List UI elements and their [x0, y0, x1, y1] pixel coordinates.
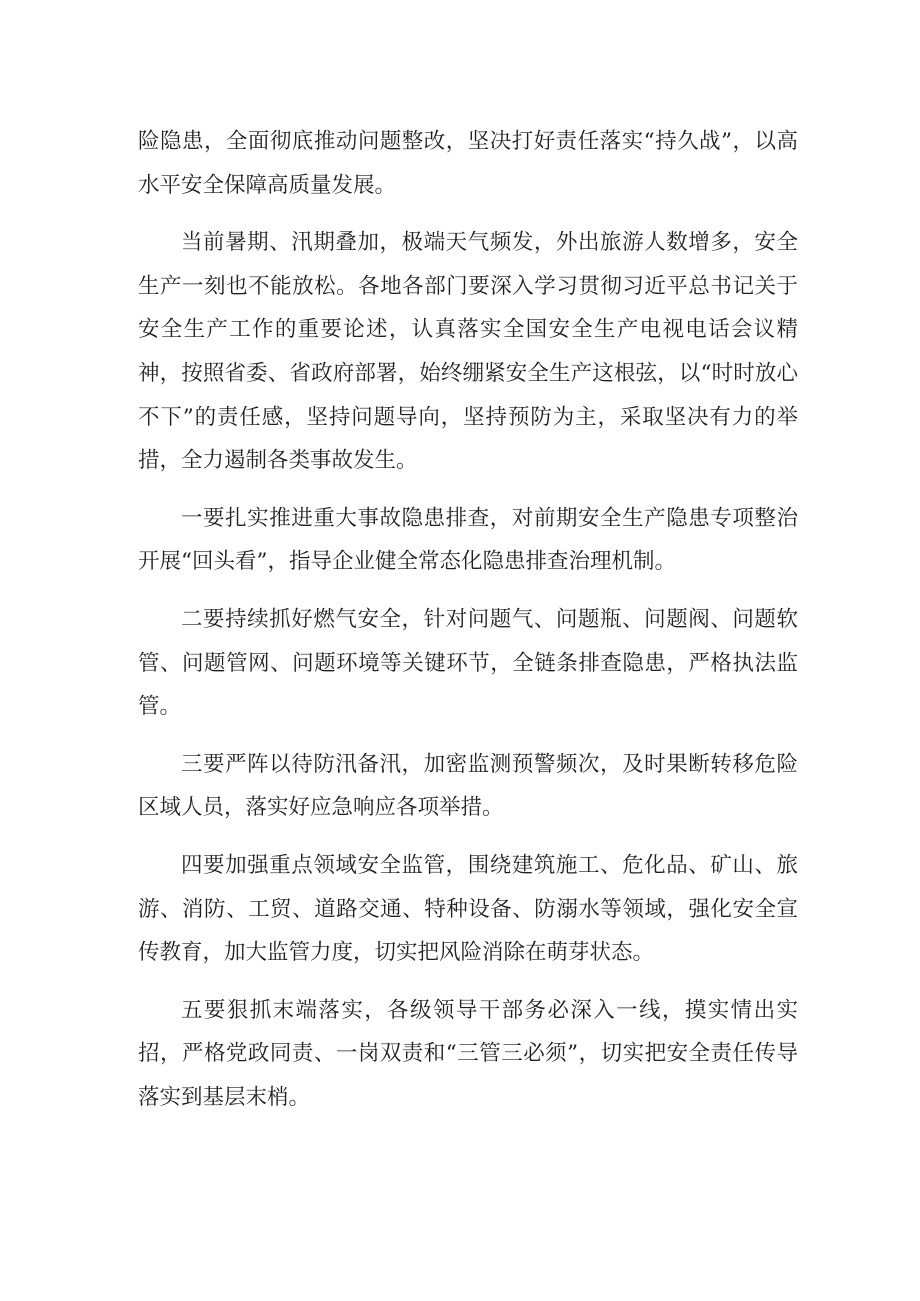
document-body — [138, 120, 798, 1133]
paragraph-item-two: 二要持续抓好燃气安全，针对问题气、问题瓶、问题阀、问题软管、问题管网、问题环境等关键环节，全链条排查隐患，严格执法监管。 — [138, 606, 798, 720]
paragraph-item-five: 五要狠抓末端落实，各级领导干部务必深入一线，摸实情出实招，严格党政同责、一岗双责和“三管三必须”，切实把安全责任传导落实到基层末梢。 — [138, 997, 798, 1110]
paragraph-item-three: 三要严阵以待防汛备汛，加密监测预警频次，及时果断转移危险区域人员，落实好应急响应各项举措。 — [138, 751, 798, 821]
paragraph-item-one: 一要扎实推进重大事故隐患排查，对前期安全生产隐患专项整治开展“回头看”，指导企业健全常态化隐患排查治理机制。 — [138, 505, 798, 575]
paragraph-item-four: 四要加强重点领域安全监管，围绕建筑施工、危化品、矿山、旅游、消防、工贸、道路交通、特种设备、防溺水等领域，强化安全宣传教育，加大监管力度，切实把风险消除在萌芽状态。 — [138, 852, 798, 966]
paragraph-summer-flood-season: 当前暑期、汛期叠加，极端天气频发，外出旅游人数增多，安全生产一刻也不能放松。各地各部门要深入学习贯彻习近平总书记关于安全生产工作的重要论述，认真落实全国安全生产电视电话会议精神，按照省委、省政府部署，始终绷紧安全生产这根弦，以“时时放心不下”的责任感，坚持问题导向，坚持预防为主，采取坚决有力的举措，全力遏制各类事故发生。 — [138, 230, 798, 474]
paragraph-continued: 险隐患，全面彻底推动问题整改，坚决打好责任落实“持久战”，以高水平安全保障高质量发展。 — [138, 129, 798, 198]
